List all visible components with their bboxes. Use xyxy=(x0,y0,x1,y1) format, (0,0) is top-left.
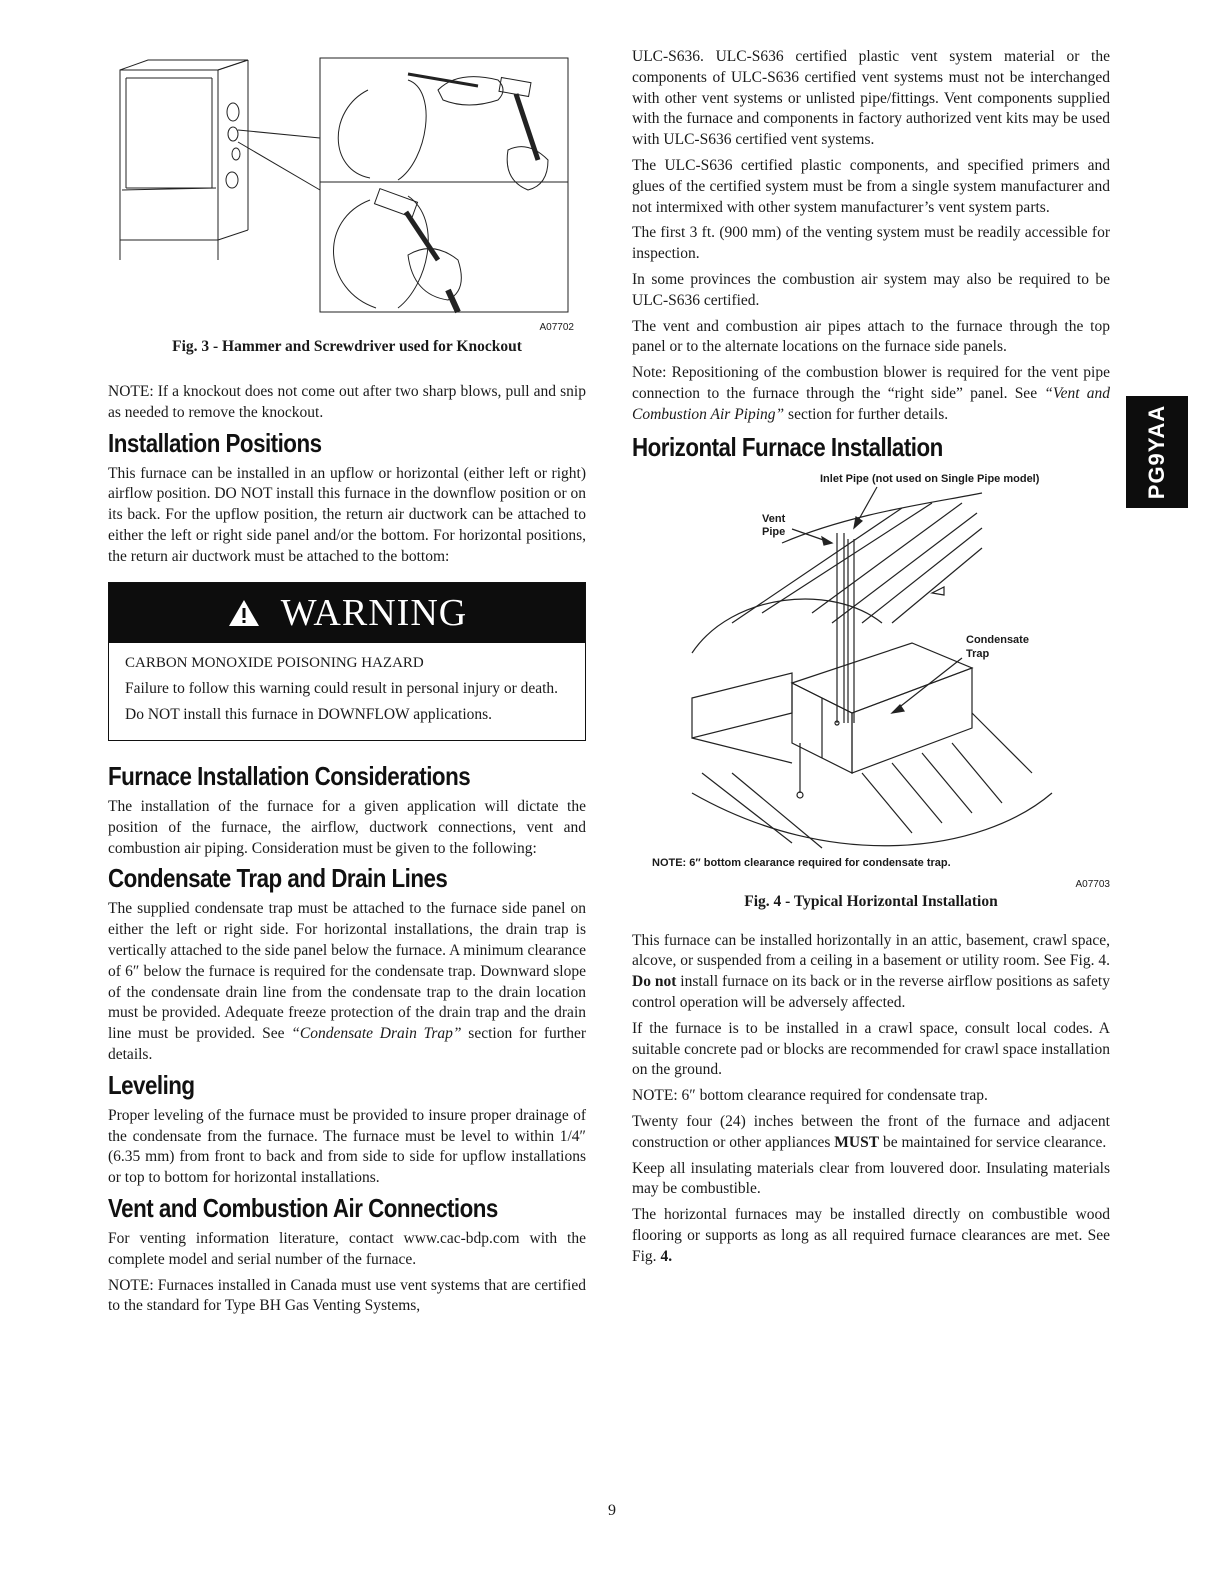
model-side-tab-label: PG9YAA xyxy=(1144,404,1170,500)
ulc-paragraph-1: ULC-S636. ULC-S636 certified plastic vent system material or the components of ULC-S636 certified vent systems must not be interchanged with other vent systems or unlisted pipe/fittings. Vent components supplied with the furnace and components in factory authorized vent kits may be used with ULC-S636 certified vent systems. xyxy=(632,48,1110,149)
horizontal-p6-bold: 4. xyxy=(660,1247,673,1265)
heading-condensate-trap: Condensate Trap and Drain Lines xyxy=(108,863,448,894)
figure-4-code: A07703 xyxy=(1075,878,1110,890)
condensate-trap-text xyxy=(108,899,586,1065)
vent-pipe-label-2: Pipe xyxy=(762,525,786,538)
reposition-note-link: “Vent and Combustion Air Piping” xyxy=(632,384,1111,423)
condensate-trap-tail: section for further details. xyxy=(108,1025,586,1063)
note-text: : If a knockout does not come out after two sharp blows, pull and snip as needed to remove the knockout. xyxy=(108,383,586,421)
warning-line-2: Do NOT install this furnace in DOWNFLOW applications. xyxy=(125,706,493,724)
horizontal-paragraph-2: If the furnace is to be installed in a crawl space, consult local codes. A suitable concrete pad or blocks are recommended for crawl space installation on the ground. xyxy=(632,1019,1110,1079)
warning-header xyxy=(109,583,585,643)
horizontal-paragraph-1 xyxy=(632,931,1110,1014)
figure-3-code: A07702 xyxy=(539,322,574,333)
figure-4-caption: Fig. 4 - Typical Horizontal Installation xyxy=(744,892,998,910)
knockout-illustration xyxy=(108,50,586,330)
reposition-note-a: Note: Repositioning of the combustion blower is required for the vent pipe connection to the furnace through the “right side” panel. See xyxy=(632,364,1110,402)
horizontal-paragraph-6 xyxy=(632,1205,1110,1267)
condensate-trap-label-1: Condensate xyxy=(966,633,1029,646)
horizontal-p6-a: The horizontal furnaces may be installed directly on combustible wood flooring or supports as long as all required furnace clearances are met. See Fig. xyxy=(632,1206,1110,1265)
leveling-fraction: 1/4″ xyxy=(559,1127,586,1145)
ulc-paragraph-2: The ULC-S636 certified plastic components, and specified primers and glues of the certified system must be from a single system manufacturer and not intermixed with other system manufacturer’s vent system parts. xyxy=(632,156,1110,216)
heading-vent-connections: Vent and Combustion Air Connections xyxy=(108,1192,498,1223)
warning-hazard: CARBON MONOXIDE POISONING HAZARD xyxy=(125,654,424,671)
horizontal-installation-illustration xyxy=(632,473,1110,873)
heading-installation-positions: Installation Positions xyxy=(108,427,322,458)
installation-positions-text: This furnace can be installed in an upflow or horizontal (either left or right) airflow position. DO NOT install this furnace in the downflow position or on its back. For the upflow position, the return air ductwork can be attached to either the left or right side panel and/or the bottom. For horizontal positions, the return air ductwork must be attached to the bottom: xyxy=(108,464,587,565)
condensate-trap-label-2: Trap xyxy=(966,647,990,660)
page-number: 9 xyxy=(608,1502,616,1519)
leveling-text xyxy=(108,1106,586,1189)
heading-horizontal-installation: Horizontal Furnace Installation xyxy=(632,431,943,462)
figure-3-caption: Fig. 3 - Hammer and Screwdriver used for Knockout xyxy=(172,338,522,355)
heading-leveling: Leveling xyxy=(108,1069,195,1100)
horizontal-p1-b: install furnace on its back or in the reverse airflow positions as safety control operation will be adversely affected. xyxy=(632,973,1110,1011)
left-column xyxy=(108,0,586,1317)
horizontal-p4-b: be maintained for service clearance. xyxy=(879,1133,1107,1151)
note-label: NOTE xyxy=(108,383,150,400)
inlet-pipe-label: Inlet Pipe (not used on Single Pipe model) xyxy=(820,472,1040,485)
condensate-trap-link: “Condensate Drain Trap” xyxy=(291,1025,462,1043)
note-knockout xyxy=(108,382,586,424)
inspection-paragraph: The first 3 ft. (900 mm) of the venting system must be readily accessible for inspection. xyxy=(632,224,1110,263)
warning-box xyxy=(108,582,586,741)
horizontal-p4-bold: MUST xyxy=(834,1133,880,1151)
right-column xyxy=(632,47,1110,1268)
heading-furnace-considerations: Furnace Installation Considerations xyxy=(108,760,471,791)
vent-pipe-label-1: Vent xyxy=(762,512,786,525)
vent-connections-text-2: NOTE: Furnaces installed in Canada must use vent systems that are certified to the standard for Type BH Gas Venting Systems, xyxy=(108,1276,586,1315)
reposition-note xyxy=(632,363,1110,425)
figure-4 xyxy=(632,473,1110,913)
leveling-text-a: Proper leveling of the furnace must be provided to insure proper drainage of the condensate from the furnace. The furnace must be level to within xyxy=(108,1106,586,1145)
warning-title: WARNING xyxy=(280,591,468,634)
horizontal-paragraph-5: Keep all insulating materials clear from louvered door. Insulating materials may be combustible. xyxy=(632,1159,1110,1198)
warning-line-1: Failure to follow this warning could result in personal injury or death. xyxy=(125,680,559,698)
horizontal-paragraph-3: NOTE: 6″ bottom clearance required for condensate trap. xyxy=(632,1087,988,1105)
horizontal-p1-a: This furnace can be installed horizontally in an attic, basement, crawl space, alcove, or suspended from a ceiling in a basement or utility room. See Fig. 4. xyxy=(632,931,1110,970)
figure-3 xyxy=(108,50,586,382)
vent-connections-text-1: For venting information literature, contact www.cac-bdp.com with the complete model and serial number of the furnace. xyxy=(108,1229,586,1268)
figure-4-note: NOTE: 6″ bottom clearance required for condensate trap. xyxy=(652,856,951,869)
model-side-tab xyxy=(1126,396,1188,508)
horizontal-paragraph-4 xyxy=(632,1112,1110,1154)
leveling-text-b: (6.35 mm) from front to back and from side to side for upflow installations or top to bottom for horizontal installations. xyxy=(108,1148,586,1187)
horizontal-p4-a: Twenty four (24) inches between the front of the furnace and adjacent construction or other appliances xyxy=(632,1112,1110,1151)
provinces-paragraph: In some provinces the combustion air system may also be required to be ULC-S636 certified. xyxy=(632,270,1110,309)
reposition-note-b: section for further details. xyxy=(784,405,949,423)
horizontal-p1-bold: Do not xyxy=(632,973,677,991)
furnace-considerations-text: The installation of the furnace for a given application will dictate the position of the furnace, the airflow, ductwork connections, vent and combustion air piping. Consideration must be given to the following: xyxy=(108,797,586,857)
attach-paragraph: The vent and combustion air pipes attach to the furnace through the top panel or to the alternate locations on the furnace side panels. xyxy=(632,317,1110,356)
warning-body xyxy=(109,643,585,740)
condensate-trap-body: The supplied condensate trap must be attached to the furnace side panel on either the left or right side. For horizontal installations, the drain trap is vertically attached to the side panel below the furnace. A minimum clearance of 6″ below the furnace is required for the condensate trap. Downward slope of the condensate drain line from the condensate trap to the drain location must be provided. Adequate freeze protection of the drain trap and the drain line must be provided. See xyxy=(108,900,586,1043)
warning-triangle-icon xyxy=(227,598,261,628)
